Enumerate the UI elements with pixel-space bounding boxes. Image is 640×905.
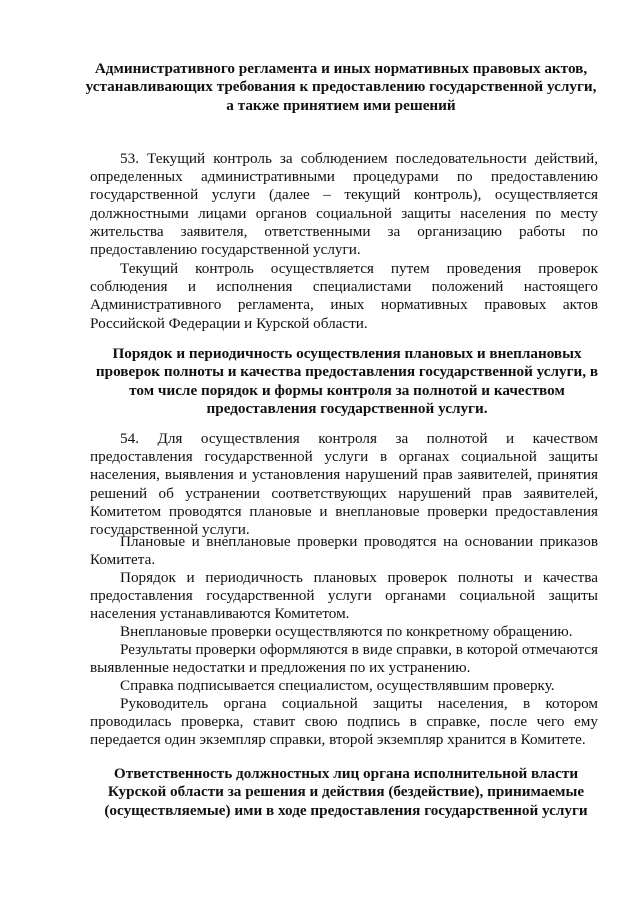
- section-heading-3: Ответственность должностных лиц органа исполнительной власти Курской области за решения и действия (бездействие), принимаемые (осуществляемые) ими в ходе предоставления государственной услуги: [104, 765, 588, 819]
- section-heading-1: Административного регламента и иных нормативных правовых актов, устанавливающих требования к предоставлению государственной услуги, а также принятием ими решений: [85, 60, 597, 114]
- paragraph-54: 54. Для осуществления контроля за полнотой и качеством предоставления государственной услуги в органах социальной защиты населения, выявления и установления нарушений прав заявителей, принятия решений об устранении соответствующих нарушений прав заявителей, Комитетом проводятся плановые и внеплановые проверки предоставления государственной услуги.: [90, 430, 598, 539]
- paragraph-head-signature: Руководитель органа социальной защиты населения, в котором проводилась проверка, ставит свою подпись в справке, после чего ему передается один экземпляр справки, второй экземпляр хранится в Комитете.: [90, 695, 598, 749]
- paragraph-current-control: Текущий контроль осуществляется путем проведения проверок соблюдения и исполнения специалистами положений настоящего Административного регламента, иных нормативных правовых актов Российской Федерации и Курской области.: [90, 260, 598, 332]
- section-heading-2: Порядок и периодичность осуществления плановых и внеплановых проверок полноты и качества предоставления государственной услуги, в том числе порядок и формы контроля за полнотой и качеством предоставления государственной услуги.: [95, 345, 599, 418]
- paragraph-checks-periodicity: Порядок и периодичность плановых проверок полноты и качества предоставления государственной услуги органами социальной защиты населения устанавливаются Комитетом.: [90, 569, 598, 623]
- paragraph-report-signing: Справка подписывается специалистом, осуществлявшим проверку.: [120, 677, 555, 694]
- paragraph-checks-basis: Плановые и внеплановые проверки проводятся на основании приказов Комитета.: [90, 533, 598, 569]
- paragraph-unscheduled-checks: Внеплановые проверки осуществляются по конкретному обращению.: [120, 623, 573, 640]
- paragraph-check-results: Результаты проверки оформляются в виде справки, в которой отмечаются выявленные недостатки и предложения по их устранению.: [90, 641, 598, 677]
- paragraph-53: 53. Текущий контроль за соблюдением последовательности действий, определенных административными процедурами по предоставлению государственной услуги (далее – текущий контроль), осуществляется должностными лицами органов социальной защиты населения по месту жительства заявителя, ответственными за организацию работы по предоставлению государственной услуги.: [90, 150, 598, 259]
